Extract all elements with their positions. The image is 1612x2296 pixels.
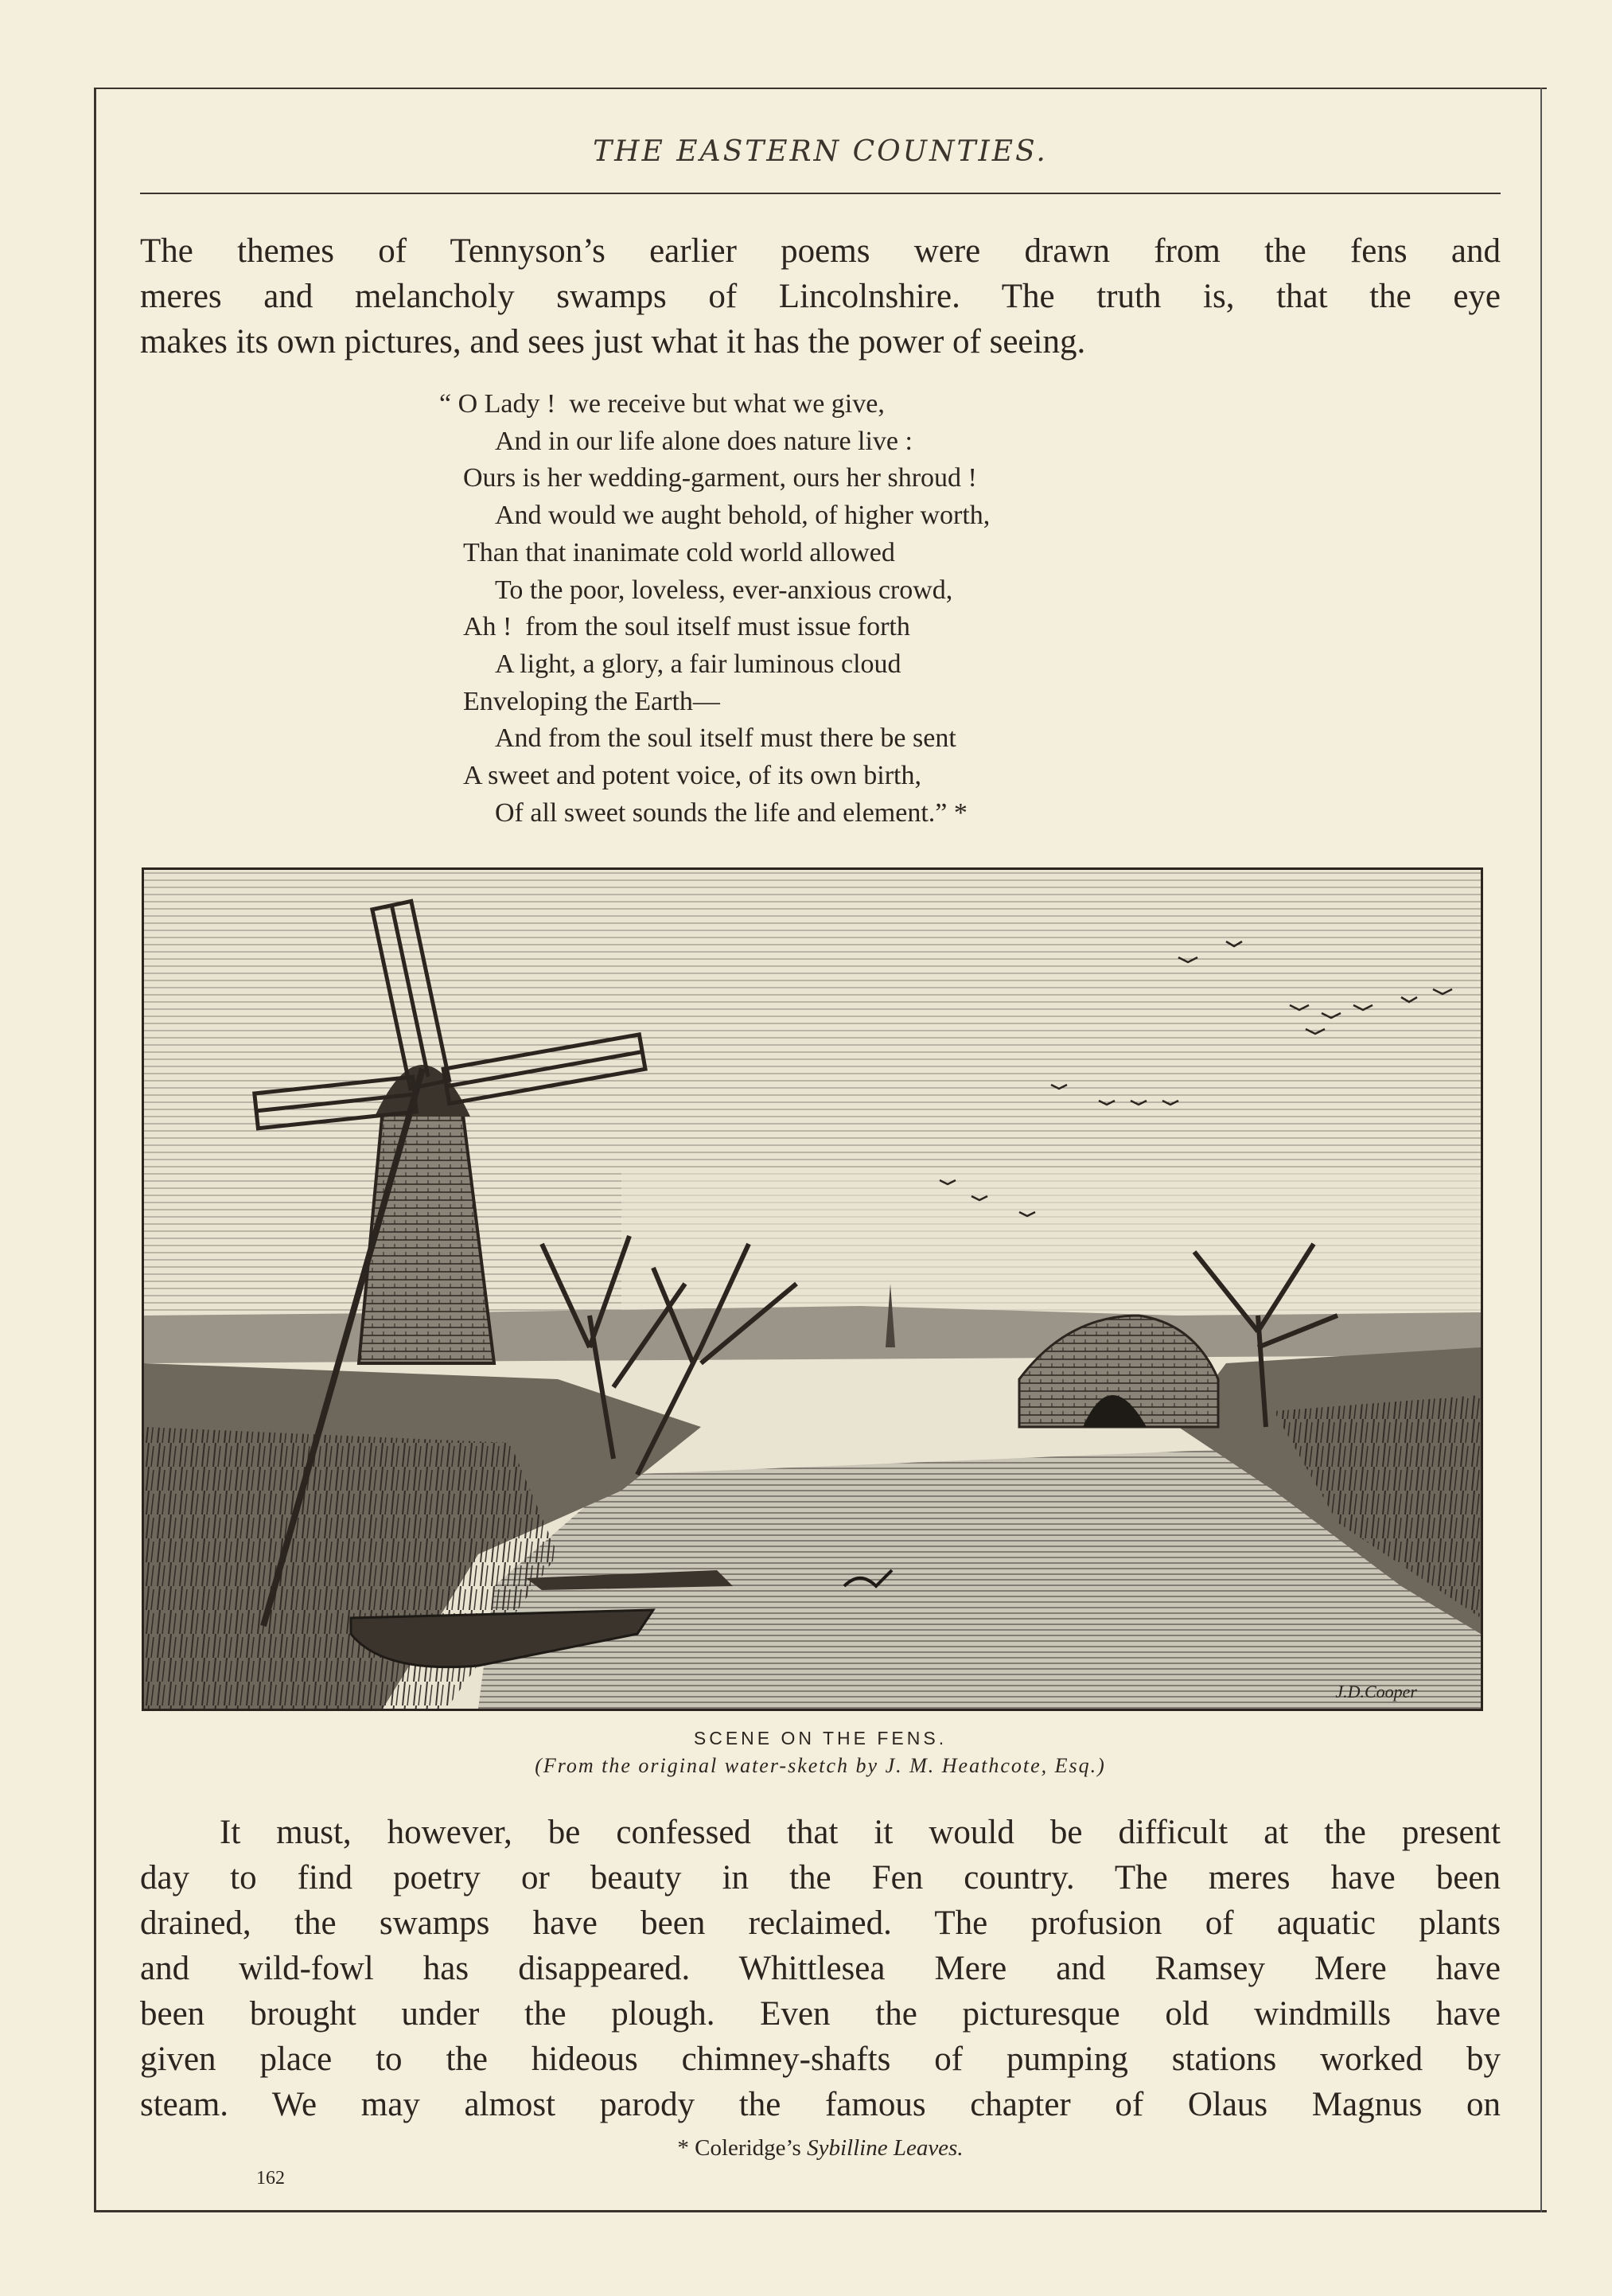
poem-line: And from the soul itself must there be sent: [495, 723, 956, 754]
running-head: THE EASTERN COUNTIES.: [593, 135, 1048, 168]
text-line: drained, the swamps have been reclaimed. The profusion of aquatic plants: [140, 1904, 1501, 1942]
paragraph-2: [140, 1810, 1501, 2127]
poem-line: And in our life alone does nature live :: [495, 426, 913, 456]
page-number: 162: [256, 2168, 285, 2189]
credit-open-paren: (: [535, 1754, 543, 1777]
header-rule: [140, 193, 1501, 194]
text-line: steam. We may almost parody the famous chapter of Olaus Magnus on: [140, 2086, 1501, 2123]
text-line: day to find poetry or beauty in the Fen country. The meres have been: [140, 1859, 1501, 1896]
poem-quotation: [439, 386, 1259, 832]
credit-text: From the original water-sketch by J. M. Heathcote, Esq.: [543, 1754, 1098, 1777]
footnote-marker: * Coleridge’s: [677, 2135, 801, 2161]
text-line: makes its own pictures, and sees just what it has the power of seeing.: [140, 323, 1086, 361]
figure-caption: SCENE ON THE FENS.: [693, 1728, 948, 1748]
poem-line: A light, a glory, a fair luminous cloud: [495, 649, 901, 679]
credit-close-paren: ): [1097, 1754, 1106, 1777]
poem-line: To the poor, loveless, ever-anxious crowd,: [495, 575, 953, 605]
fen-scene-engraving: [142, 867, 1483, 1711]
text-line: The themes of Tennyson’s earlier poems were drawn from the fens and: [140, 232, 1501, 270]
poem-line: Ours is her wedding-garment, ours her shroud !: [463, 463, 977, 493]
engraver-signature: J.D.Cooper: [1335, 1682, 1417, 1702]
poem-line: Than that inanimate cold world allowed: [463, 537, 895, 567]
footnote: [140, 2135, 1501, 2162]
text-line: been brought under the plough. Even the picturesque old windmills have: [140, 1995, 1501, 2033]
sky-glow: [621, 1172, 1481, 1331]
text-line: given place to the hideous chimney-shafts of pumping stations worked by: [140, 2041, 1501, 2078]
text-line: and wild-fowl has disappeared. Whittlesea Mere and Ramsey Mere have: [140, 1950, 1501, 1987]
poem-line: A sweet and potent voice, of its own birth,: [463, 761, 922, 791]
figure-credit: [140, 1754, 1501, 1778]
poem-line: And would we aught behold, of higher worth,: [495, 501, 991, 531]
text-line: meres and melancholy swamps of Lincolnshire. The truth is, that the eye: [140, 278, 1501, 315]
page-edge-line: [1540, 88, 1542, 2212]
paragraph-1: [140, 228, 1501, 364]
poem-line: “ O Lady ! we receive but what we give,: [439, 389, 885, 419]
poem-line: Enveloping the Earth—: [463, 686, 720, 716]
poem-line: Of all sweet sounds the life and element.” *: [495, 797, 968, 828]
poem-line: Ah ! from the soul itself must issue forth: [463, 612, 910, 642]
text-line: It must, however, be confessed that it would be difficult at the present: [220, 1814, 1501, 1851]
footnote-title: Sybilline Leaves.: [807, 2135, 964, 2161]
